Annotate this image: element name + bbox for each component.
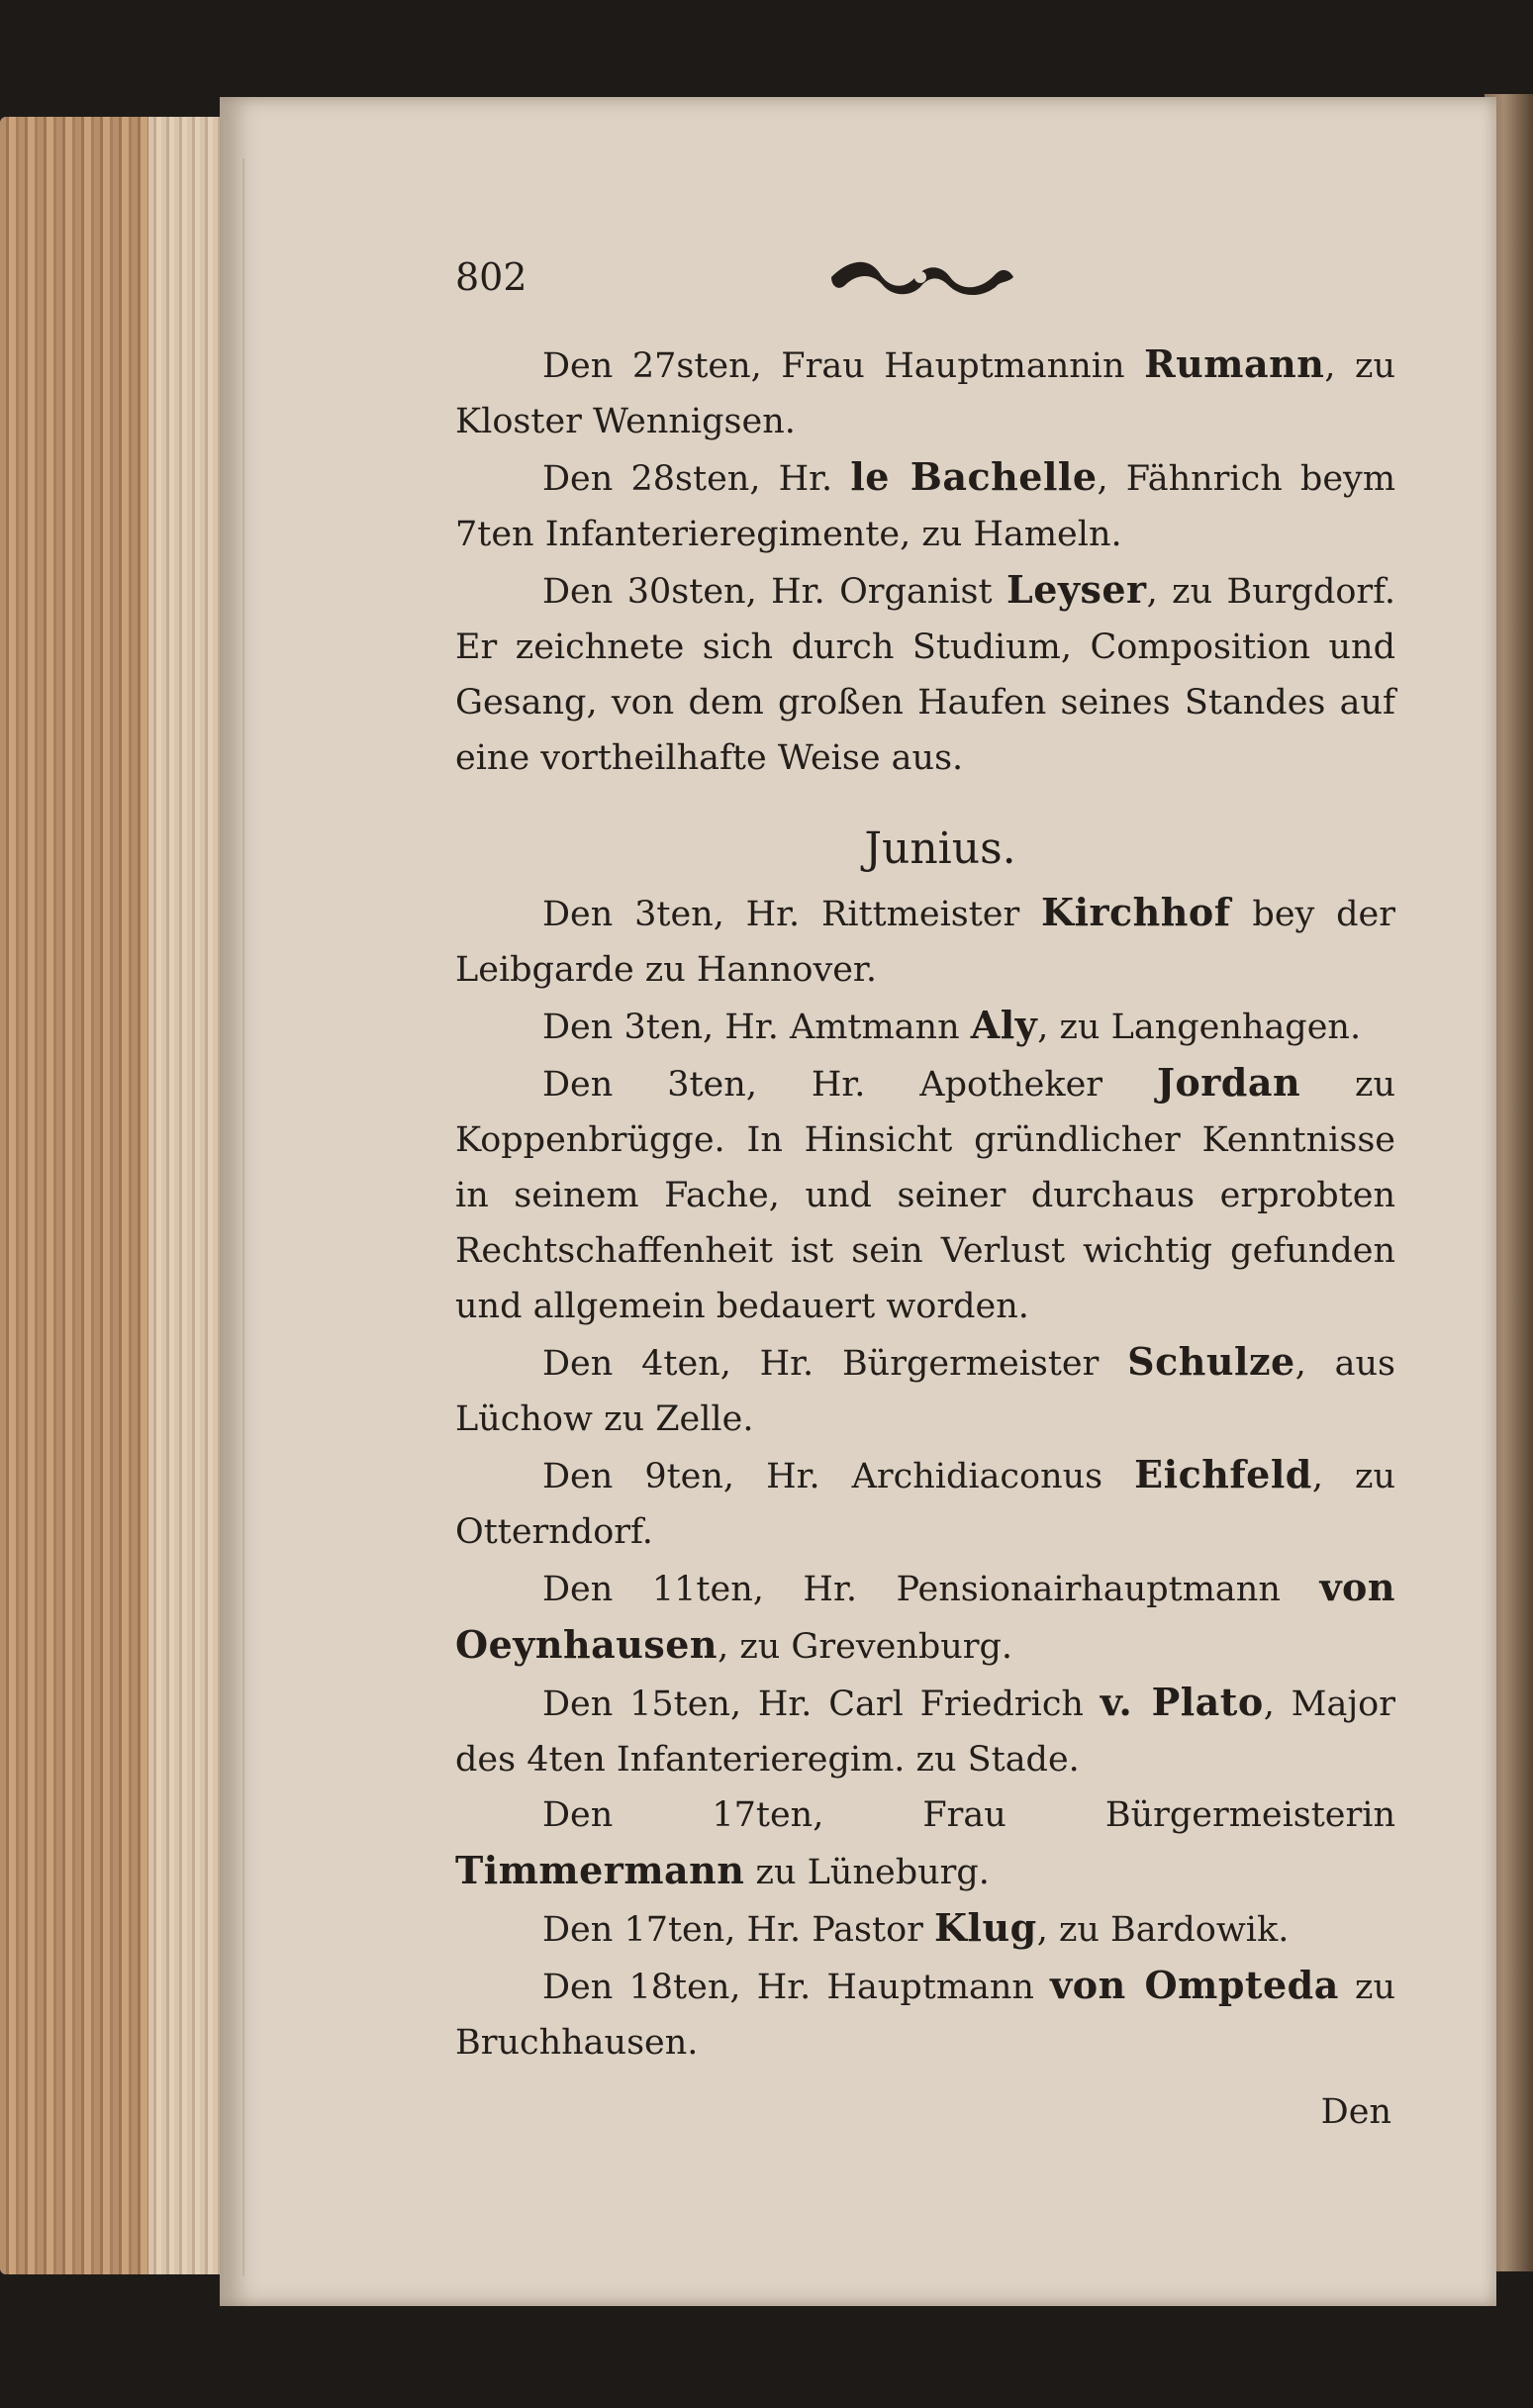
entry-text: Den 15ten, Hr. Carl Friedrich — [542, 1685, 1101, 1724]
entry-name: Rumann — [1144, 341, 1325, 386]
printer-ornament-icon — [821, 247, 1019, 307]
entry-text: Den 18ten, Hr. Hauptmann — [542, 1968, 1051, 2007]
entry-name: Eichfeld — [1134, 1452, 1312, 1496]
obituary-entry — [455, 1447, 1395, 1560]
obituary-entry — [455, 885, 1395, 998]
obituary-entry — [455, 1675, 1395, 1787]
gutter-line — [242, 158, 244, 2276]
entry-text: , zu Langenhagen. — [1037, 1008, 1362, 1047]
entry-name: v. Plato — [1100, 1680, 1264, 1724]
entry-text: Den 3ten, Hr. Amtmann — [542, 1008, 971, 1047]
entry-text: Den 17ten, Hr. Pastor — [542, 1910, 935, 1950]
entry-text: , zu Burgdorf. Er zeichnete sich durch Studium, Composition und Gesang, von dem großen Haufen seines Standes auf eine vortheilhafte Weise aus. — [455, 572, 1395, 778]
entry-text: bey der Leibgarde zu Hannover. — [455, 895, 1395, 990]
entry-text: Den 3ten, Hr. Rittmeister — [542, 895, 1042, 934]
obituary-entry — [455, 998, 1395, 1055]
entries-june — [455, 885, 1395, 2071]
entry-text: zu Bruchhausen. — [455, 1968, 1395, 2063]
entry-name: Kirchhof — [1041, 890, 1231, 934]
entry-name: Schulze — [1127, 1339, 1295, 1384]
entry-name: le Bachelle — [850, 454, 1098, 499]
entry-text: Den 4ten, Hr. Bürgermeister — [542, 1344, 1128, 1384]
entry-text: Den 30sten, Hr. Organist — [542, 572, 1006, 612]
entry-text: Den 9ten, Hr. Archidiaconus — [542, 1457, 1135, 1496]
entry-name: Timmermann — [455, 1848, 745, 1892]
entry-name: Klug — [934, 1905, 1037, 1950]
entry-name: Aly — [970, 1003, 1038, 1047]
entry-name: Jordan — [1156, 1060, 1301, 1105]
obituary-entry — [455, 337, 1395, 449]
entry-text: , zu Grevenburg. — [718, 1627, 1013, 1667]
entry-name: Leyser — [1006, 567, 1147, 612]
entry-text: , Fähnrich beym 7ten Infanterieregimente, zu Hameln. — [455, 459, 1396, 554]
entry-name: von Ompteda — [1050, 1963, 1339, 2007]
obituary-entry — [455, 1958, 1395, 2071]
entry-text: Den 28sten, Hr. — [542, 459, 851, 499]
entry-text: Den 27sten, Frau Hauptmannin — [542, 346, 1145, 386]
obituary-entry — [455, 1560, 1395, 1675]
obituary-entry — [455, 1334, 1395, 1447]
entry-text: Den 17ten, Frau Bürgermeisterin — [542, 1795, 1395, 1835]
entry-text: , zu Otterndorf. — [455, 1457, 1396, 1552]
page-number: 802 — [455, 255, 527, 299]
entry-name: von Oeynhausen — [455, 1565, 1395, 1667]
catchword: Den — [1320, 2092, 1391, 2132]
obituary-entry — [455, 1055, 1395, 1334]
entry-text: , aus Lüchow zu Zelle. — [455, 1344, 1395, 1439]
page-text — [455, 247, 1395, 2140]
entry-text: zu Koppenbrügge. In Hinsicht gründlicher Kenntnisse in seinem Fache, und seiner durchaus erprobten Rechtschaffenheit ist sein Verlust wichtig gefunden und allgemein bedauert worden. — [455, 1065, 1396, 1326]
obituary-entry — [455, 1900, 1395, 1958]
obituary-entry — [455, 1787, 1395, 1900]
entry-text: , zu Bardowik. — [1036, 1910, 1290, 1950]
entries-may — [455, 337, 1395, 786]
entry-text: , zu Kloster Wennigsen. — [455, 346, 1395, 441]
entry-text: , Major des 4ten Infanterieregim. zu Stade. — [455, 1685, 1395, 1780]
entry-text: Den 3ten, Hr. Apotheker — [542, 1065, 1157, 1105]
month-heading: Junius. — [864, 823, 1016, 874]
obituary-entry — [455, 562, 1395, 786]
entry-text: zu Lüneburg. — [744, 1853, 990, 1892]
page-header — [455, 247, 1395, 337]
entry-text: Den 11ten, Hr. Pensionairhauptmann — [542, 1570, 1320, 1609]
obituary-entry — [455, 449, 1395, 562]
